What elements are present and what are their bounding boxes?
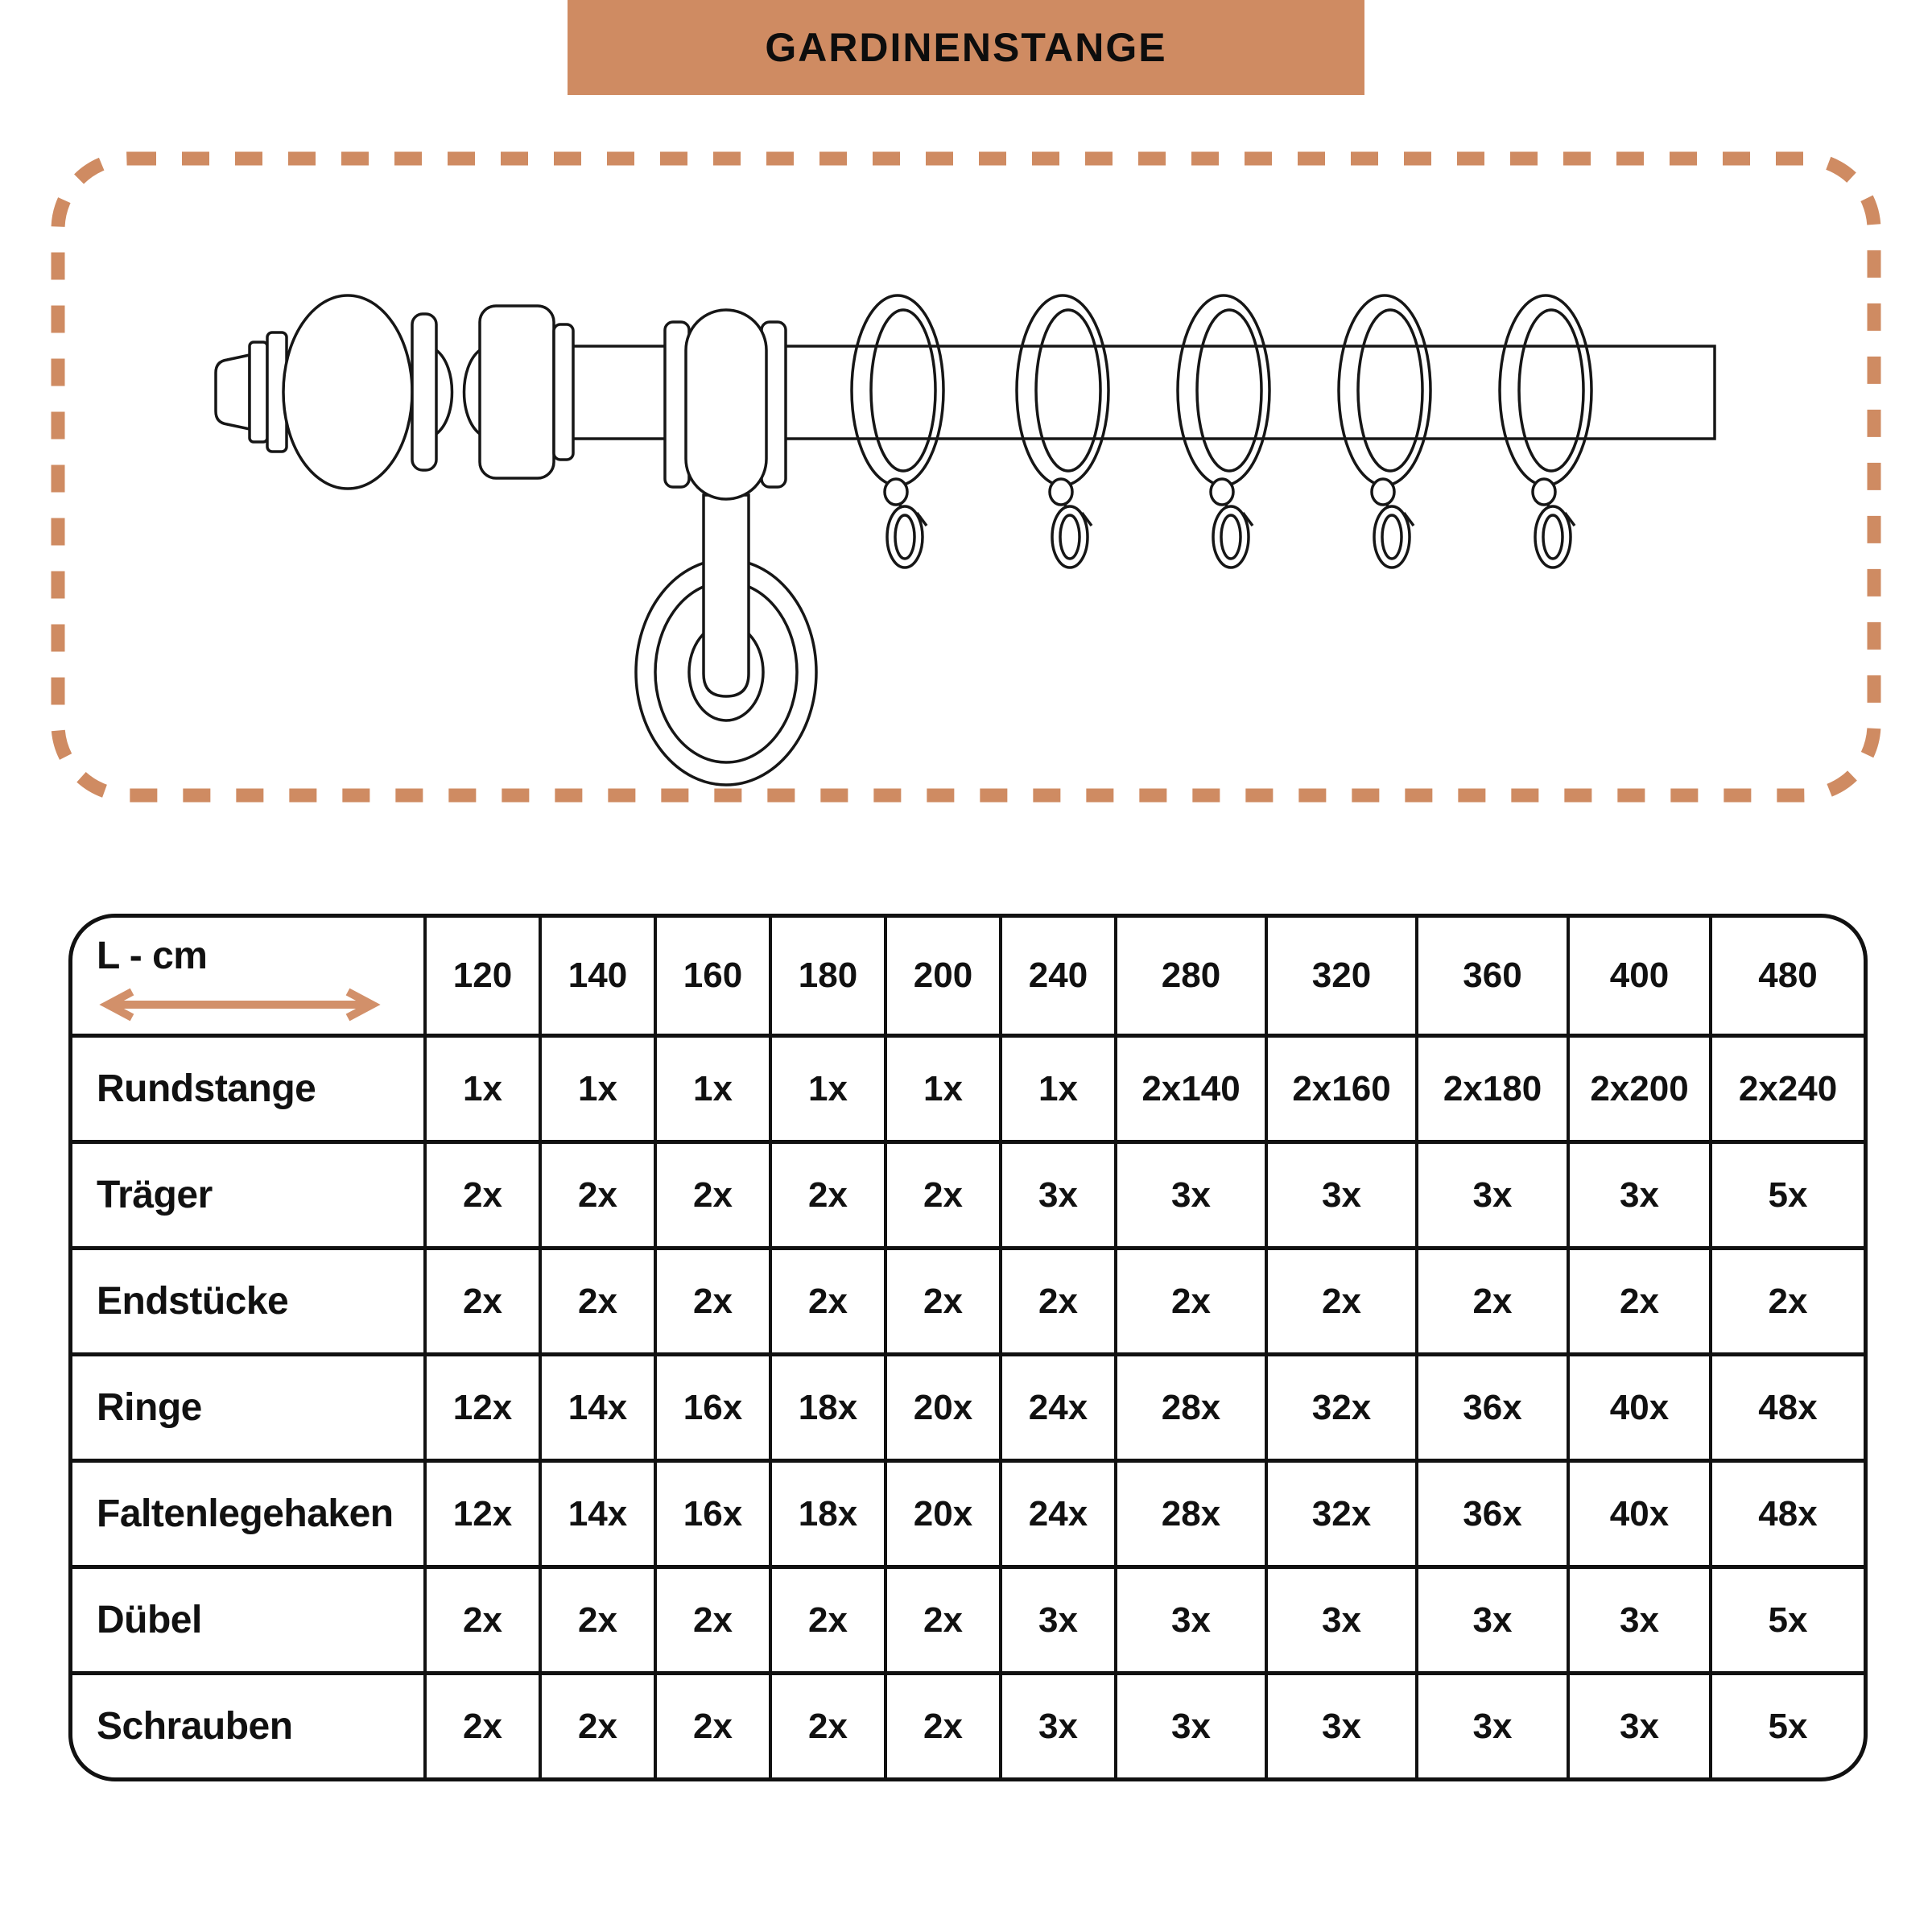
table-cell: 36x — [1418, 1356, 1570, 1459]
rod-drawing — [216, 295, 1715, 785]
table-cell: 3x — [1002, 1569, 1117, 1671]
table-cell: 2x — [772, 1675, 887, 1777]
table-cell: 28x — [1117, 1356, 1268, 1459]
table-cell: 5x — [1768, 1706, 1808, 1746]
table-cell: 2x — [1418, 1250, 1570, 1352]
table-cell: 12x — [427, 1463, 542, 1565]
table-cell: 2x — [1117, 1250, 1268, 1352]
table-cell: 14x — [542, 1356, 657, 1459]
table-cell: 2x240 — [1738, 1068, 1838, 1108]
row-label: Dübel — [72, 1569, 427, 1671]
column-header: 180 — [772, 918, 887, 1034]
table-cell: 20x — [887, 1356, 1002, 1459]
bracket-post — [704, 495, 749, 696]
table-cell: 2x — [887, 1675, 1002, 1777]
row-label: Träger — [72, 1144, 427, 1246]
table-cell: 2x — [887, 1250, 1002, 1352]
table-cell: 3x — [1117, 1569, 1268, 1671]
column-header: 120 — [427, 918, 542, 1034]
column-header: 240 — [1002, 918, 1117, 1034]
table-cell: 3x — [1570, 1569, 1712, 1671]
column-header: 140 — [542, 918, 657, 1034]
table-cell: 3x — [1117, 1144, 1268, 1246]
bracket-clamp — [686, 310, 766, 499]
row-label: Rundstange — [72, 1038, 427, 1140]
row-label: Schrauben — [72, 1675, 427, 1777]
table-cell: 36x — [1418, 1463, 1570, 1565]
table-cell: 2x — [772, 1144, 887, 1246]
length-label: L - cm — [97, 934, 208, 977]
table-cell: 2x — [1268, 1250, 1418, 1352]
table-cell: 2x — [772, 1569, 887, 1671]
table-cell: 2x — [657, 1675, 772, 1777]
table-row — [72, 1459, 1864, 1565]
table-cell: 2x — [427, 1144, 542, 1246]
table-header-row — [72, 918, 1864, 1034]
table-cell: 24x — [1002, 1356, 1117, 1459]
illustration-panel — [48, 149, 1884, 805]
table-cell: 3x — [1268, 1569, 1418, 1671]
table-cell: 20x — [887, 1463, 1002, 1565]
table-cell: 2x — [542, 1675, 657, 1777]
table-cell: 2x — [772, 1250, 887, 1352]
table-row — [72, 1140, 1864, 1246]
table-cell: 3x — [1418, 1569, 1570, 1671]
table-cell: 3x — [1418, 1675, 1570, 1777]
table-cell: 5x — [1768, 1174, 1808, 1215]
table-cell: 2x180 — [1418, 1038, 1570, 1140]
table-cell: 2x200 — [1570, 1038, 1712, 1140]
table-cell: 2x — [542, 1250, 657, 1352]
finial-end-piece — [216, 295, 573, 489]
table-cell: 3x — [1117, 1675, 1268, 1777]
table-cell: 40x — [1570, 1463, 1712, 1565]
table-cell: 3x — [1570, 1675, 1712, 1777]
column-header: 280 — [1117, 918, 1268, 1034]
table-cell: 1x — [657, 1038, 772, 1140]
table-cell: 48x — [1758, 1387, 1818, 1427]
table-cell: 3x — [1570, 1144, 1712, 1246]
table-row — [72, 1034, 1864, 1140]
table-cell: 24x — [1002, 1463, 1117, 1565]
table-cell: 3x — [1002, 1675, 1117, 1777]
table-cell: 3x — [1268, 1144, 1418, 1246]
table-cell: 40x — [1570, 1356, 1712, 1459]
table-row — [72, 1565, 1864, 1671]
table-cell: 18x — [772, 1356, 887, 1459]
table-cell: 16x — [657, 1356, 772, 1459]
table-cell: 14x — [542, 1463, 657, 1565]
column-header: 360 — [1418, 918, 1570, 1034]
table-row — [72, 1671, 1864, 1777]
table-cell: 1x — [427, 1038, 542, 1140]
table-cell: 2x — [1570, 1250, 1712, 1352]
table-cell: 2x — [887, 1144, 1002, 1246]
column-header: 480 — [1758, 956, 1818, 995]
column-header: 400 — [1570, 918, 1712, 1034]
table-cell: 1x — [1002, 1038, 1117, 1140]
table-cell: 2x — [657, 1569, 772, 1671]
column-header: 200 — [887, 918, 1002, 1034]
table-cell: 16x — [657, 1463, 772, 1565]
table-cell: 5x — [1768, 1600, 1808, 1640]
table-cell: 2x — [542, 1569, 657, 1671]
table-cell: 2x140 — [1117, 1038, 1268, 1140]
row-label: Endstücke — [72, 1250, 427, 1352]
title-banner — [568, 0, 1364, 95]
row-label: Ringe — [72, 1356, 427, 1459]
table-row — [72, 1352, 1864, 1459]
table-cell: 3x — [1002, 1144, 1117, 1246]
table-cell: 2x — [657, 1250, 772, 1352]
table-cell: 18x — [772, 1463, 887, 1565]
table-cell: 2x — [1002, 1250, 1117, 1352]
table-cell: 2x — [887, 1569, 1002, 1671]
table-cell: 32x — [1268, 1463, 1418, 1565]
table-cell: 2x — [1768, 1281, 1808, 1321]
row-label: Faltenlegehaken — [72, 1463, 427, 1565]
table-cell: 12x — [427, 1356, 542, 1459]
column-header: 320 — [1268, 918, 1418, 1034]
column-header: 160 — [657, 918, 772, 1034]
table-cell: 2x — [427, 1675, 542, 1777]
table-row — [72, 1246, 1864, 1352]
table-cell: 48x — [1758, 1493, 1818, 1534]
table-cell: 1x — [772, 1038, 887, 1140]
table-cell: 2x — [542, 1144, 657, 1246]
table-cell: 1x — [542, 1038, 657, 1140]
table-cell: 2x — [427, 1250, 542, 1352]
table-cell: 2x — [427, 1569, 542, 1671]
length-arrow-icon — [97, 988, 383, 1022]
table-cell: 32x — [1268, 1356, 1418, 1459]
table-cell: 1x — [887, 1038, 1002, 1140]
table-cell: 3x — [1418, 1144, 1570, 1246]
page-title: GARDINENSTANGE — [765, 25, 1167, 70]
table-cell: 2x160 — [1268, 1038, 1418, 1140]
curtain-rod-diagram — [48, 149, 1884, 805]
spec-table — [68, 914, 1868, 1781]
length-header-cell — [72, 918, 427, 1034]
table-cell: 28x — [1117, 1463, 1268, 1565]
table-cell: 3x — [1268, 1675, 1418, 1777]
table-cell: 2x — [657, 1144, 772, 1246]
